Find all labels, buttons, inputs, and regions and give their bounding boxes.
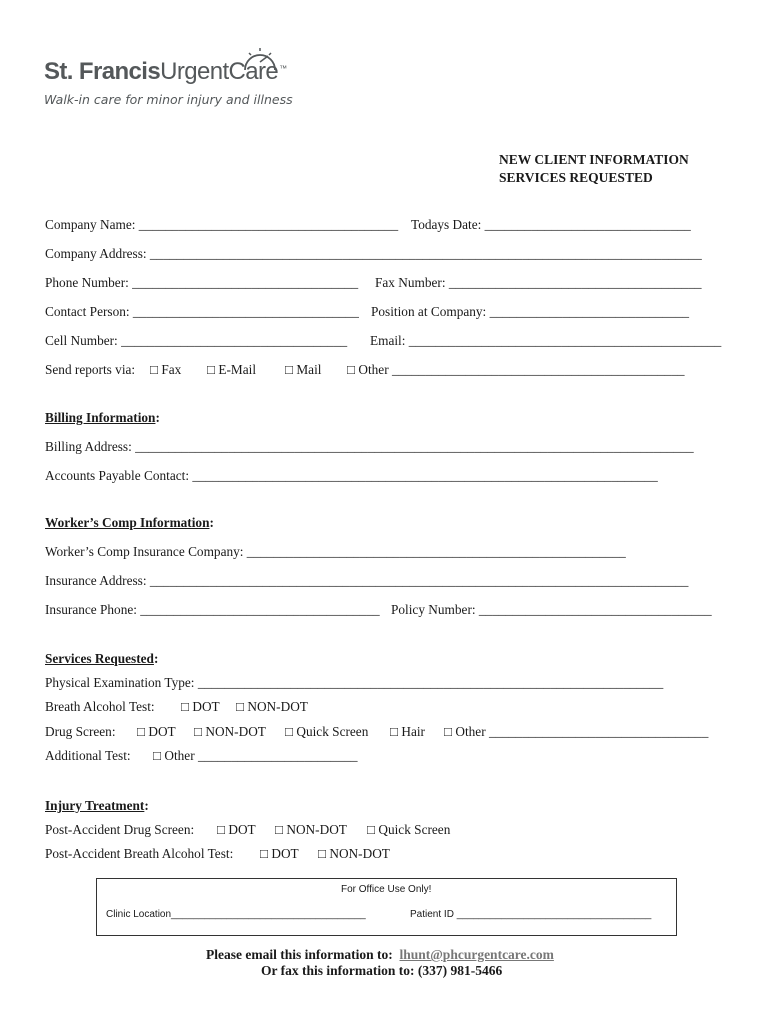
ap-contact-field[interactable]: Accounts Payable Contact: ______________________________________________________________________ (45, 468, 658, 483)
contact-person-field[interactable]: Contact Person: __________________________________ (45, 304, 359, 319)
insurance-company-field[interactable]: Worker’s Comp Insurance Company: _________________________________________________________ (45, 544, 626, 559)
phone-number-field[interactable]: Phone Number: __________________________________ (45, 275, 359, 290)
drug-nondot-checkbox[interactable]: □ NON-DOT (194, 724, 266, 739)
breath-dot-checkbox[interactable]: □ DOT (181, 699, 220, 714)
drug-hair-checkbox[interactable]: □ Hair (390, 724, 425, 739)
send-fax-checkbox[interactable]: □ Fax (150, 362, 182, 377)
drug-dot-checkbox[interactable]: □ DOT (137, 724, 176, 739)
logo-tagline: Walk-in care for minor injury and illness (44, 92, 293, 107)
send-email-checkbox[interactable]: □ E-Mail (207, 362, 257, 377)
company-name-field[interactable]: Company Name: _______________________________________ (45, 217, 399, 232)
drug-quick-screen-checkbox[interactable]: □ Quick Screen (285, 724, 369, 739)
pa-drug-quick-checkbox[interactable]: □ Quick Screen (367, 822, 451, 837)
physical-exam-field[interactable]: Physical Examination Type: ______________________________________________________________________ (45, 675, 664, 690)
pa-drug-dot-checkbox[interactable]: □ DOT (217, 822, 256, 837)
form-title-line2: SERVICES REQUESTED (499, 170, 653, 185)
pa-breath-nondot-checkbox[interactable]: □ NON-DOT (318, 846, 390, 861)
fax-number-field[interactable]: Fax Number: ______________________________________ (375, 275, 702, 290)
clinic-location-field[interactable]: Clinic Location___________________________________ (106, 909, 366, 920)
email-field[interactable]: Email: _______________________________________________ (370, 333, 722, 348)
position-field[interactable]: Position at Company: ______________________________ (371, 304, 690, 319)
company-address-field[interactable]: Company Address: ___________________________________________________________________________________ (45, 246, 702, 261)
policy-number-field[interactable]: Policy Number: ___________________________________ (391, 602, 712, 617)
pa-drug-label: Post-Accident Drug Screen: (45, 822, 195, 837)
insurance-address-field[interactable]: Insurance Address: _________________________________________________________________________________ (45, 573, 689, 588)
injury-heading: Injury Treatment: (45, 798, 149, 813)
send-other-checkbox[interactable]: □ Other ____________________________________________ (347, 362, 685, 377)
billing-address-field[interactable]: Billing Address: ____________________________________________________________________________________ (45, 439, 694, 454)
email-link[interactable]: lhunt@phcurgentcare.com (399, 947, 554, 962)
breath-alcohol-label: Breath Alcohol Test: (45, 699, 155, 714)
pa-breath-label: Post-Accident Breath Alcohol Test: (45, 846, 234, 861)
send-reports-label: Send reports via: (45, 362, 136, 377)
office-use-title: For Office Use Only! (341, 884, 432, 895)
drug-screen-label: Drug Screen: (45, 724, 116, 739)
footer-fax-line: Or fax this information to: (337) 981-5466 (261, 963, 503, 978)
send-mail-checkbox[interactable]: □ Mail (285, 362, 322, 377)
additional-test-label: Additional Test: (45, 748, 131, 763)
logo-wordmark: St. FrancisUrgentCare™ (44, 58, 287, 85)
insurance-phone-field[interactable]: Insurance Phone: ____________________________________ (45, 602, 380, 617)
breath-nondot-checkbox[interactable]: □ NON-DOT (236, 699, 308, 714)
pa-drug-nondot-checkbox[interactable]: □ NON-DOT (275, 822, 347, 837)
additional-other-checkbox[interactable]: □ Other ________________________ (153, 748, 358, 763)
drug-other-checkbox[interactable]: □ Other _________________________________ (444, 724, 709, 739)
form-title-line1: NEW CLIENT INFORMATION (499, 152, 689, 167)
cell-number-field[interactable]: Cell Number: __________________________________ (45, 333, 348, 348)
todays-date-field[interactable]: Todays Date: _______________________________ (411, 217, 691, 232)
patient-id-field[interactable]: Patient ID ___________________________________ (410, 909, 652, 920)
services-heading: Services Requested: (45, 651, 159, 666)
pa-breath-dot-checkbox[interactable]: □ DOT (260, 846, 299, 861)
billing-heading: Billing Information: (45, 410, 160, 425)
workers-comp-heading: Worker’s Comp Information: (45, 515, 214, 530)
footer-email-line: Please email this information to: lhunt@phcurgentcare.com (206, 947, 554, 962)
